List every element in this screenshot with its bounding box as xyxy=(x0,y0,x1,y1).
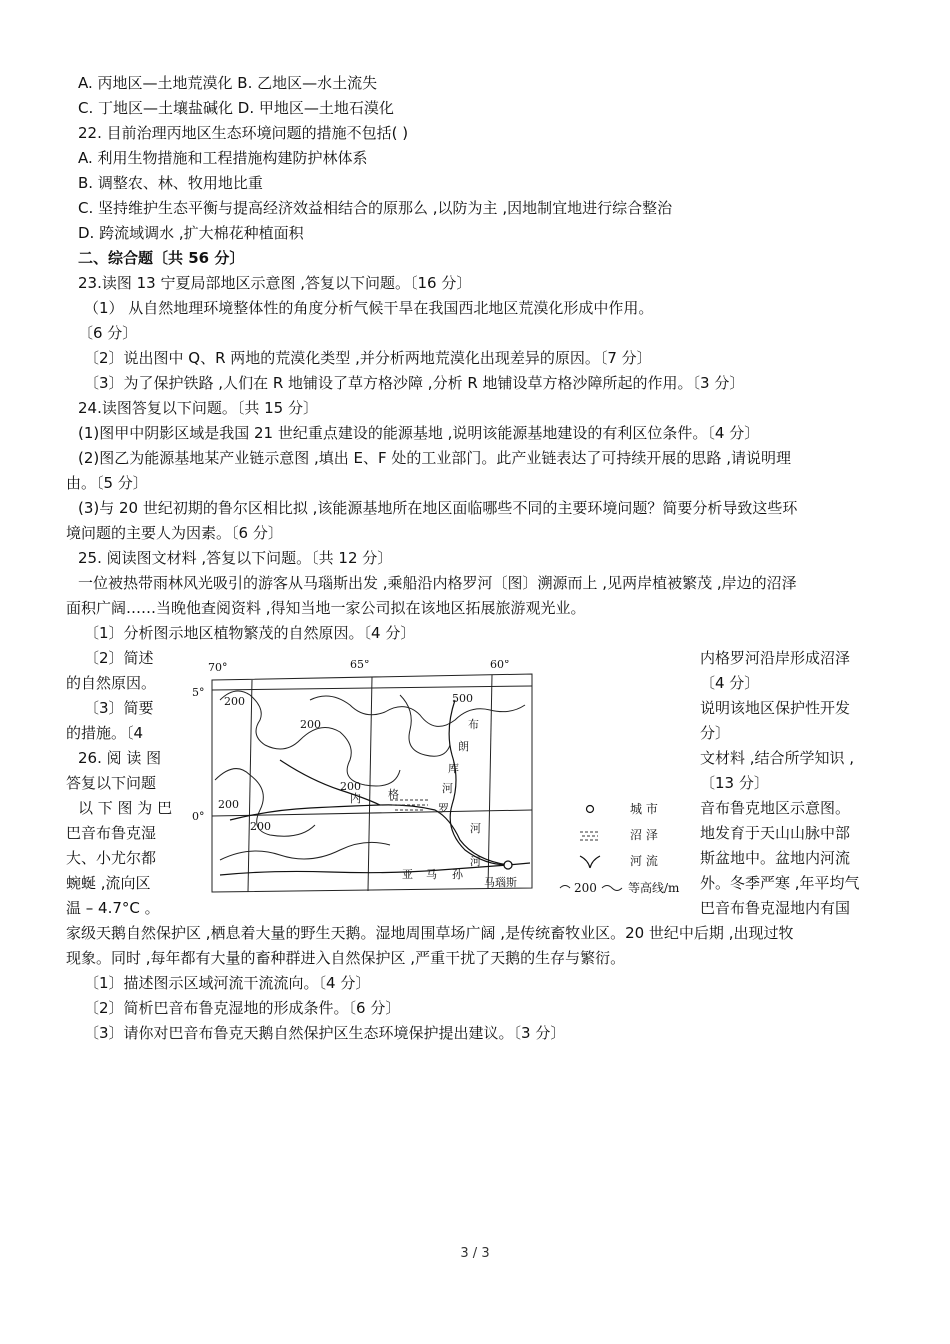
q26-line-1-left: 26. 阅 读 图 xyxy=(78,749,162,767)
meridian-60 xyxy=(488,675,492,889)
legend-city-symbol xyxy=(587,806,594,813)
legend-contour-value: 200 xyxy=(574,881,597,895)
river-label-he-1: 河 xyxy=(442,782,453,795)
q21-options-line-1: A. 丙地区—土地荒漠化 B. 乙地区—水土流失 xyxy=(78,74,378,92)
q25-material-1: 一位被热带雨林风光吸引的游客从马瑙斯出发 ,乘船沿内格罗河〔图〕溯源而上 ,见两岸植被繁茂 ,岸边的沼泽 xyxy=(78,574,797,592)
q25-part-3-right: 说明该地区保护性开发 xyxy=(700,699,851,717)
q25-part-3b-left: 的措施。〔4 xyxy=(66,724,144,742)
q26-line-2-left: 答复以下问题 xyxy=(66,774,157,792)
q26-line-6-right: 外。冬季严寒 ,年平均气 xyxy=(700,874,860,892)
q23-stem: 23.读图 13 宁夏局部地区示意图 ,答复以下问题。〔16 分〕 xyxy=(78,274,472,292)
q23-part-2: 〔2〕说出图中 Q、R 两地的荒漠化类型 ,并分析两地荒漠化出现差异的原因。〔7 分〕 xyxy=(84,349,652,367)
q24-part-2-cont: 由。〔5 分〕 xyxy=(66,474,148,492)
q22-option-d: D. 跨流域调水 ,扩大棉花种植面积 xyxy=(78,224,304,242)
legend-city-label: 城 市 xyxy=(630,802,658,816)
q26-line-3-right: 音布鲁克地区示意图。 xyxy=(700,799,851,817)
river-tributary-1 xyxy=(280,760,380,805)
lat-0-label: 0° xyxy=(192,810,205,823)
contour-200-south xyxy=(220,842,390,860)
legend-river-label: 河 流 xyxy=(630,854,658,868)
river-label-nei: 内 xyxy=(350,792,361,805)
q22-stem: 22. 目前治理丙地区生态环境问题的措施不包括( ) xyxy=(78,124,409,142)
legend-contour-wave xyxy=(602,886,622,891)
lon-70-label: 70° xyxy=(208,661,228,674)
q25-part-2b-left: 的自然原因。 xyxy=(66,674,157,692)
manaus-label: 马瑙斯 xyxy=(484,876,517,889)
lat-5-label: 5° xyxy=(192,686,205,699)
page-number: 3 / 3 xyxy=(460,1246,490,1261)
lon-65-label: 65° xyxy=(350,660,370,671)
q23-part-1-score: 〔6 分〕 xyxy=(78,324,138,342)
q26-line-5-left: 大、小尤尔都 xyxy=(66,849,157,867)
river-label-bu: 布 xyxy=(468,718,479,731)
q25-part-2b-right: 〔4 分〕 xyxy=(700,674,760,692)
q21-options-line-2: C. 丁地区—土壤盐碱化 D. 甲地区—土地石漠化 xyxy=(78,99,394,117)
map-legend xyxy=(560,802,680,895)
q26-line-7-left: 温 – 4.7°C 。 xyxy=(66,899,160,917)
amazon-label-sun: 孙 xyxy=(452,868,463,881)
river-amazon xyxy=(220,863,530,875)
q26-line-9: 现象。同时 ,每年都有大量的畜种群进入自然保护区 ,严重干扰了天鹅的生存与繁衍。 xyxy=(66,949,626,967)
legend-river-symbol xyxy=(580,856,600,868)
q24-part-1: (1)图甲中阴影区域是我国 21 世纪重点建设的能源基地 ,说明该能源基地建设的有利区位条件。〔4 分〕 xyxy=(78,424,760,442)
amazon-label-ya: 亚 xyxy=(402,868,413,881)
contour-500 xyxy=(310,696,525,726)
river-label-ge: 格 xyxy=(388,788,399,801)
meridian-65 xyxy=(368,677,372,891)
q25-part-3-left: 〔3〕简要 xyxy=(84,699,154,717)
river-label-lang: 朗 xyxy=(458,740,469,753)
legend-swamp-label: 沼 泽 xyxy=(630,828,658,842)
q26-line-1-right: 文材料 ,结合所学知识 , xyxy=(700,749,855,767)
river-label-ku: 库 xyxy=(448,762,459,775)
q25-part-2-right: 内格罗河沿岸形成沼泽 xyxy=(700,649,851,667)
contour-label-500: 500 xyxy=(452,692,473,705)
amazon-label-ma: 马 xyxy=(426,868,437,881)
q23-part-1: （1） 从自然地理环境整体性的角度分析气候干旱在我国西北地区荒漠化形成中作用。 xyxy=(84,299,654,317)
river-label-luo: 罗 xyxy=(438,802,449,815)
q26-line-8: 家级天鹅自然保护区 ,栖息着大量的野生天鹅。湿地周围草场广阔 ,是传统畜牧业区。20 世纪中后期 ,出现过牧 xyxy=(66,924,794,942)
contour-label-200-a: 200 xyxy=(224,695,245,708)
q26-line-7-right: 巴音布鲁克湿地内有国 xyxy=(700,899,851,917)
q25-part-3b-right: 分〕 xyxy=(700,724,731,742)
q24-part-2: (2)图乙为能源基地某产业链示意图 ,填出 E、F 处的工业部门。此产业链表达了可持续开展的思路 ,请说明理 xyxy=(78,449,791,467)
contour-label-200-b: 200 xyxy=(300,718,321,731)
q26-line-4-right: 地发育于天山山脉中部 xyxy=(700,824,851,842)
q24-stem: 24.读图答复以下问题。〔共 15 分〕 xyxy=(78,399,318,417)
manaus-city-marker xyxy=(504,861,512,869)
q25-part-2-left: 〔2〕简述 xyxy=(84,649,154,667)
river-label-he-2: 河 xyxy=(470,822,481,835)
q22-option-c: C. 坚持维护生态平衡与提高经济效益相结合的原那么 ,以防为主 ,因地制宜地进行综合整治 xyxy=(78,199,673,217)
legend-swamp-symbol xyxy=(580,832,600,840)
river-label-he-3: 河 xyxy=(470,855,481,868)
q26-part-1: 〔1〕描述图示区域河流干流流向。〔4 分〕 xyxy=(84,974,371,992)
q26-line-6-left: 蜿蜒 ,流向区 xyxy=(66,874,151,892)
meridian-70 xyxy=(248,680,252,892)
q23-part-3: 〔3〕为了保护铁路 ,人们在 R 地铺设了草方格沙障 ,分析 R 地铺设草方格沙障所起的作用。〔3 分〕 xyxy=(84,374,745,392)
lon-60-label: 60° xyxy=(490,660,510,671)
legend-contour-symbol xyxy=(560,886,570,889)
q25-material-2: 面积广阔……当晚他查阅资料 ,得知当地一家公司拟在该地区拓展旅游观光业。 xyxy=(66,599,586,617)
rio-negro-map xyxy=(190,660,695,905)
q26-line-5-right: 斯盆地中。盆地内河流 xyxy=(700,849,851,867)
contour-label-200-e: 200 xyxy=(250,820,271,833)
q26-line-4-left: 巴音布鲁克湿 xyxy=(66,824,157,842)
contour-label-200-c: 200 xyxy=(340,780,361,793)
contour-200-north xyxy=(220,691,400,786)
q26-part-3: 〔3〕请你对巴音布鲁克天鹅自然保护区生态环境保护提出建议。〔3 分〕 xyxy=(84,1024,566,1042)
q25-part-1: 〔1〕分析图示地区植物繁茂的自然原因。〔4 分〕 xyxy=(84,624,416,642)
section-2-title: 二、综合题〔共 56 分〕 xyxy=(78,249,245,267)
q22-option-a: A. 利用生物措施和工程措施构建防护林体系 xyxy=(78,149,368,167)
q26-line-2-right: 〔13 分〕 xyxy=(700,774,769,792)
q24-part-3-cont: 境问题的主要人为因素。〔6 分〕 xyxy=(66,524,283,542)
q24-part-3: (3)与 20 世纪初期的鲁尔区相比拟 ,该能源基地所在地区面临哪些不同的主要环境问题？简要分析导致这些环 xyxy=(78,499,798,517)
contour-label-200-d: 200 xyxy=(218,798,239,811)
q22-option-b: B. 调整农、林、牧用地比重 xyxy=(78,174,263,192)
legend-contour-label: 等高线/m xyxy=(628,881,680,895)
q26-line-3-left: 以 下 图 为 巴 xyxy=(78,799,173,817)
q25-stem: 25. 阅读图文材料 ,答复以下问题。〔共 12 分〕 xyxy=(78,549,393,567)
q26-part-2: 〔2〕简析巴音布鲁克湿地的形成条件。〔6 分〕 xyxy=(84,999,401,1017)
